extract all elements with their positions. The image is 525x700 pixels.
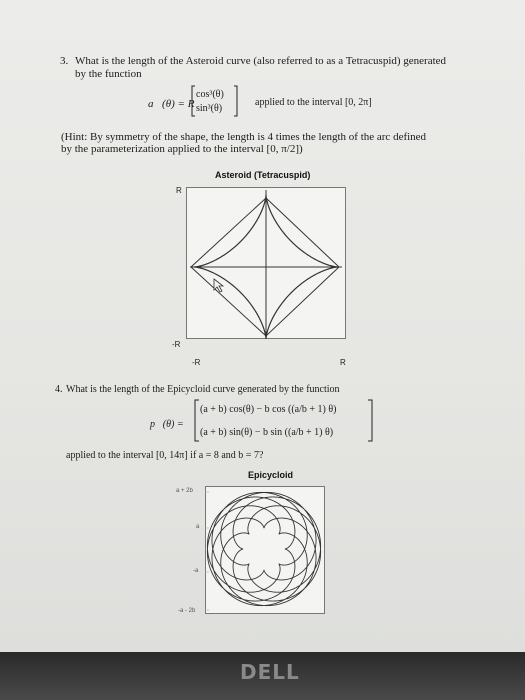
q4-formula-y: (a + b) sin(θ) − b sin ((a/b + 1) θ) <box>200 427 334 438</box>
epicycloid-y-tick-neg-a: -a <box>193 568 199 574</box>
q4-number: 4. <box>55 384 63 395</box>
asteroid-y-tick-top: R <box>176 186 182 195</box>
asteroid-y-tick-bottom: -R <box>172 340 181 349</box>
q3-hint-line1: (Hint: By symmetry of the shape, the length is 4 times the length of the arc defined <box>61 131 427 143</box>
monitor-brand-logo: DELL <box>240 660 300 684</box>
epicycloid-plot-title: Epicycloid <box>248 470 294 480</box>
asteroid-x-tick-left: -R <box>192 358 201 367</box>
q3-hint-line2: by the parameterization applied to the interval [0, π/2]) <box>61 143 303 155</box>
q3-text-line2: by the function <box>75 68 142 80</box>
q4-text-line1: What is the length of the Epicycloid curve generated by the function <box>66 384 340 395</box>
epicycloid-y-tick-a: a <box>196 524 200 530</box>
asteroid-x-tick-right: R <box>340 358 346 367</box>
epicycloid-y-tick-bottom: -a - 2b <box>178 608 196 614</box>
asteroid-plot-title: Asteroid (Tetracuspid) <box>215 170 311 180</box>
q4-formula-brackets <box>195 400 372 441</box>
q3-interval: applied to the interval [0, 2π] <box>255 97 372 108</box>
q3-formula-sin: sin³(θ) <box>196 103 223 114</box>
q4-formula-x: (a + b) cos(θ) − b cos ((a/b + 1) θ) <box>200 404 337 415</box>
q3-formula-brackets <box>192 86 237 116</box>
q3-text-line1: What is the length of the Asteroid curve (also referred to as a Tetracuspid) generated <box>75 55 447 67</box>
epicycloid-curve <box>207 492 320 605</box>
epicycloid-y-tick-top: a + 2b <box>176 488 193 494</box>
q3-formula-cos: cos³(θ) <box>196 89 224 100</box>
asteroid-axes <box>190 190 342 336</box>
q3-formula-lhs: a⃗(θ) = R <box>148 98 195 110</box>
q3-number: 3. <box>60 55 69 67</box>
q4-applied: applied to the interval [0, 14π] if a = 8 and b = 7? <box>66 450 264 461</box>
q4-formula-lhs: p⃗(θ) = <box>150 419 184 430</box>
